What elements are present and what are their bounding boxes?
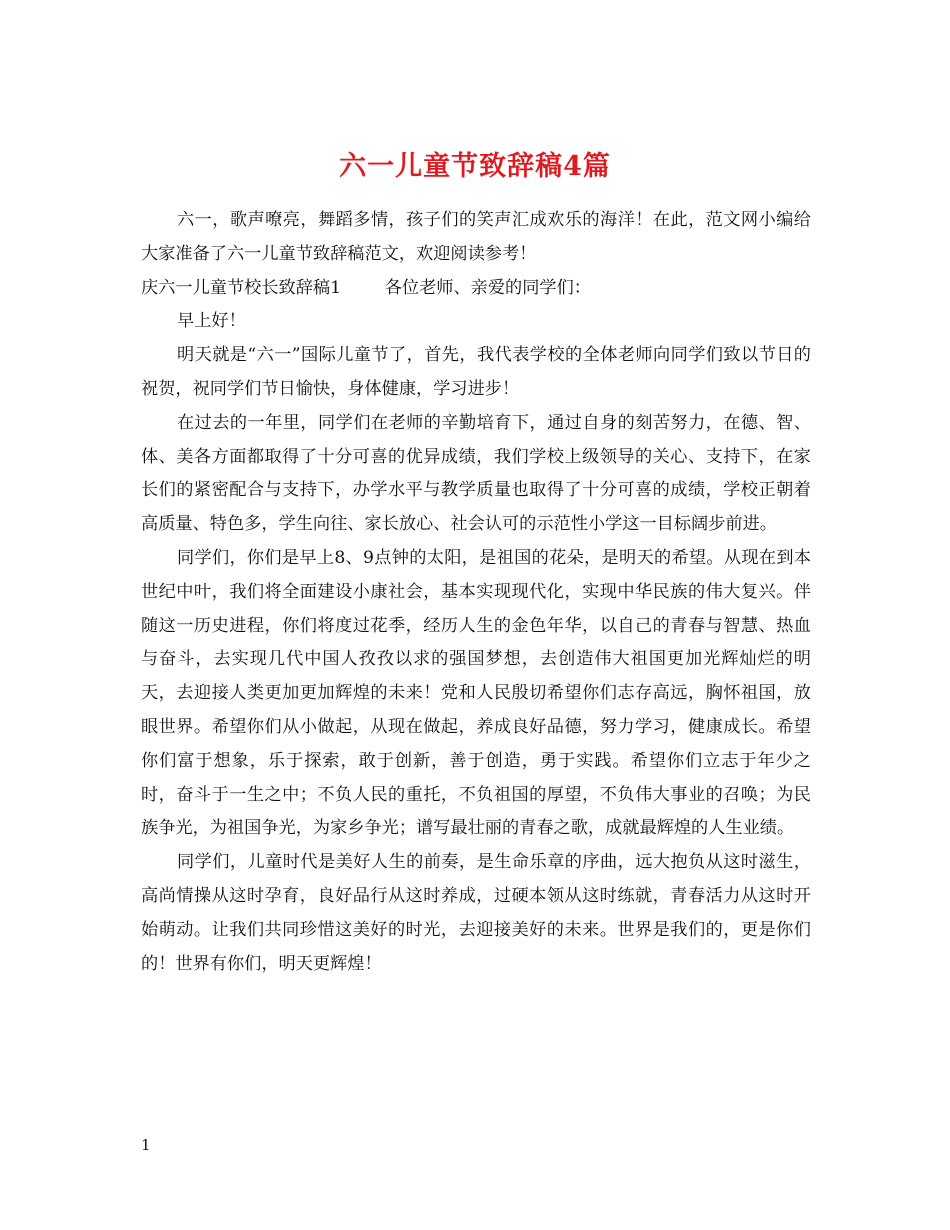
section-heading-line bbox=[141, 272, 811, 306]
document-body bbox=[141, 204, 811, 981]
page-number: 1 bbox=[141, 1136, 151, 1154]
greeting-paragraph: 早上好！ bbox=[177, 311, 246, 332]
intro-paragraph: 六一，歌声嘹亮，舞蹈多情，孩子们的笑声汇成欢乐的海洋！在此，范文网小编给大家准备了六一儿童节致辞稿范文，欢迎阅读参考！ bbox=[141, 210, 811, 264]
body-paragraph-4: 同学们，儿童时代是美好人生的前奏，是生命乐章的序曲，远大抱负从这时滋生，高尚情操从这时孕育，良好品行从这时养成，过硬本领从这时练就，青春活力从这时开始萌动。让我们共同珍惜这美好的时光，去迎接美好的未来。世界是我们的，更是你们的！世界有你们，明天更辉煌！ bbox=[141, 852, 811, 974]
body-paragraph-1: 明天就是“六一”国际儿童节了，首先，我代表学校的全体老师向同学们致以节日的祝贺，祝同学们节日愉快，身体健康，学习进步！ bbox=[141, 345, 811, 399]
salutation: 各位老师、亲爱的同学们： bbox=[384, 277, 591, 298]
body-paragraph-3: 同学们，你们是早上8、9点钟的太阳，是祖国的花朵，是明天的希望。从现在到本世纪中叶，我们将全面建设小康社会，基本实现现代化，实现中华民族的伟大复兴。伴随这一历史进程，你们将度过花季，经历人生的金色年华，以自己的青春与智慧、热血与奋斗，去实现几代中国人孜孜以求的强国梦想，去创造伟大祖国更加光辉灿烂的明天，去迎接人类更加更加辉煌的未来！党和人民殷切希望你们志存高远，胸怀祖国，放眼世界。希望你们从小做起，从现在做起，养成良好品德，努力学习，健康成长。希望你们富于想象，乐于探索，敢于创新，善于创造，勇于实践。希望你们立志于年少之时，奋斗于一生之中；不负人民的重托，不负祖国的厚望，不负伟大事业的召唤；为民族争光，为祖国争光，为家乡争光；谱写最壮丽的青春之歌，成就最辉煌的人生业绩。 bbox=[141, 547, 811, 839]
document-title: 六一儿童节致辞稿4篇 bbox=[339, 151, 611, 183]
section-heading: 庆六一儿童节校长致辞稿1 bbox=[141, 277, 341, 298]
body-paragraph-2: 在过去的一年里，同学们在老师的辛勤培育下，通过自身的刻苦努力，在德、智、体、美各方面都取得了十分可喜的优异成绩，我们学校上级领导的关心、支持下，在家长们的紧密配合与支持下，办学水平与教学质量也取得了十分可喜的成绩，学校正朝着高质量、特色多，学生向往、家长放心、社会认可的示范性小学这一目标阔步前进。 bbox=[141, 412, 811, 535]
